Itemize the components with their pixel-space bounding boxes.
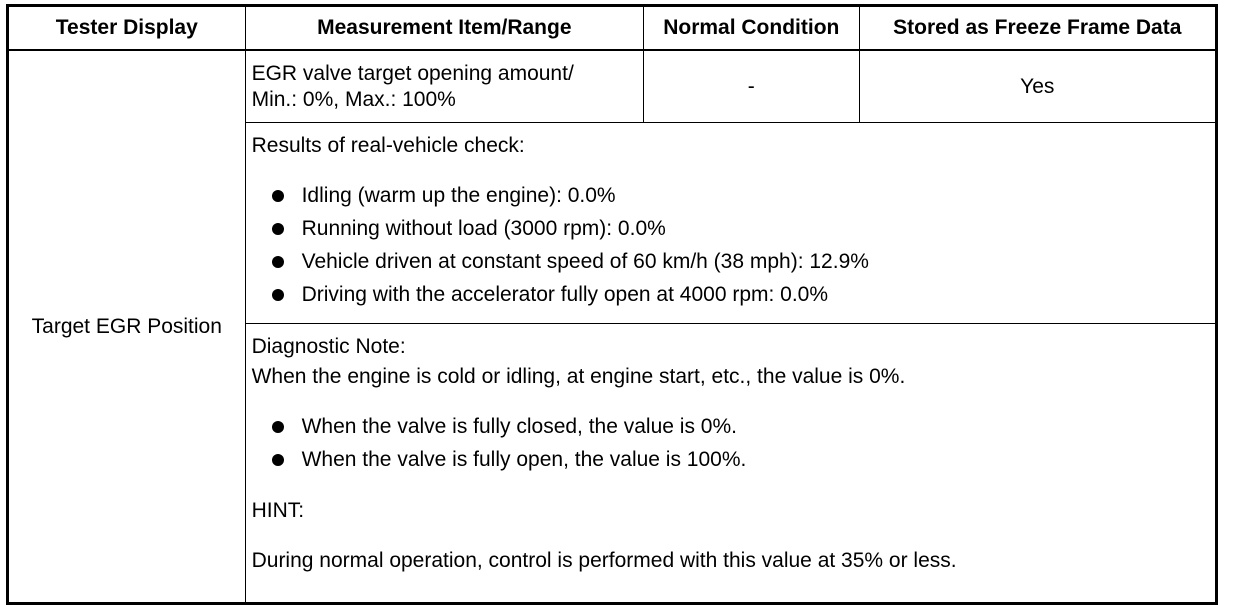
freeze-frame-cell: Yes (859, 50, 1216, 123)
measurement-item-cell (245, 50, 643, 123)
list-item (252, 278, 1209, 311)
header-tester-display: Tester Display (8, 6, 246, 51)
results-cell (245, 123, 1216, 324)
bullet-icon (272, 223, 284, 235)
list-item-text: Idling (warm up the engine): 0.0% (301, 184, 616, 207)
bullet-icon (272, 454, 284, 466)
tester-display-cell: Target EGR Position (8, 50, 246, 604)
measurement-item-line: EGR valve target opening amount/ (251, 61, 574, 85)
list-item (252, 245, 1209, 278)
list-item-text: Running without load (3000 rpm): 0.0% (301, 217, 666, 240)
list-item (252, 179, 1209, 212)
bullet-icon (272, 421, 284, 433)
normal-condition-cell: - (644, 50, 860, 123)
header-normal-condition: Normal Condition (644, 6, 860, 51)
measurement-range-line: Min.: 0%, Max.: 100% (251, 87, 456, 111)
list-item (252, 212, 1209, 245)
hint-label: HINT: (251, 499, 305, 522)
bullet-icon (272, 256, 284, 268)
data-list-table (6, 4, 1218, 605)
header-freeze-frame: Stored as Freeze Frame Data (859, 6, 1216, 51)
header-measurement-item: Measurement Item/Range (245, 6, 643, 51)
diagnostic-intro: When the engine is cold or idling, at engine start, etc., the value is 0%. (251, 365, 906, 388)
diagnostic-cell (245, 324, 1216, 604)
list-item-text: Driving with the accelerator fully open at 4000 rpm: 0.0% (301, 283, 829, 306)
diagnostic-list (252, 410, 1209, 476)
bullet-icon (272, 190, 284, 202)
list-item-text: Vehicle driven at constant speed of 60 km/h (38 mph): 12.9% (301, 250, 869, 273)
diagnostic-heading: Diagnostic Note: (251, 335, 406, 358)
list-item (252, 410, 1209, 443)
header-row (8, 6, 1217, 51)
bullet-icon (272, 289, 284, 301)
table-row (8, 50, 1217, 123)
list-item-text: When the valve is fully open, the value is 100%. (301, 448, 747, 471)
results-list (252, 179, 1209, 311)
list-item-text: When the valve is fully closed, the value is 0%. (301, 415, 737, 438)
results-heading: Results of real-vehicle check: (251, 134, 525, 157)
hint-text: During normal operation, control is performed with this value at 35% or less. (251, 549, 957, 572)
list-item (252, 443, 1209, 476)
